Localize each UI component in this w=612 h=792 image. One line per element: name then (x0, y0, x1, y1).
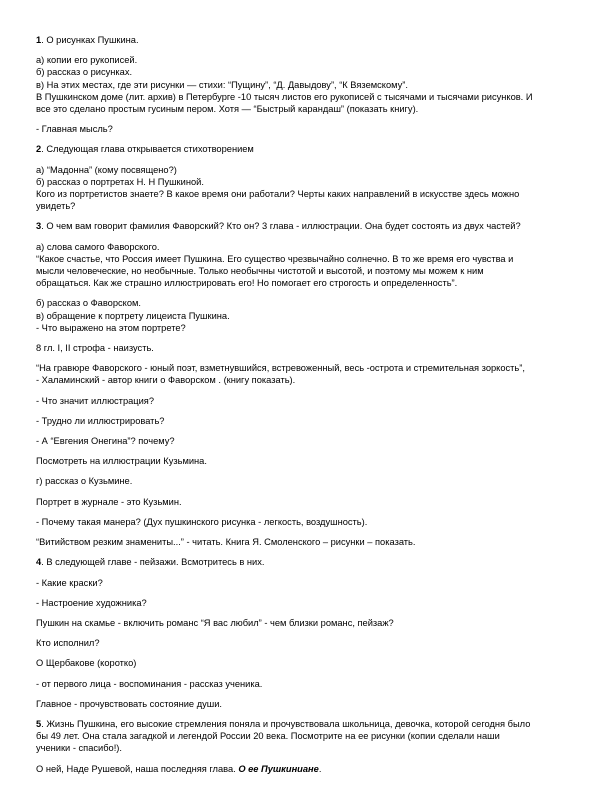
question: - Какие краски? (36, 577, 103, 588)
list-item: б) рассказ о Фаворском. (36, 298, 141, 309)
note: О Щербакове (коротко) (36, 658, 137, 669)
section-3-heading: 3. О чем вам говорит фамилия Фаворский? Кто он? 3 глава - иллюстрации. Она будет состоять из двух частей? (36, 221, 521, 232)
paragraph-line: 5. Жизнь Пушкина, его высокие стремления поняла и прочувствовала школьница, девочка, которой сегодня было (36, 718, 531, 729)
note: Портрет в журнале - это Кузьмин. (36, 496, 182, 507)
list-item: а) слова самого Фаворского. (36, 241, 160, 252)
list-item: а) “Мадонна” (кому посвящено?) (36, 164, 177, 175)
list-item: в) На этих местах, где эти рисунки — стихи: “Пущину”, “Д. Давыдову”, “К Вяземскому”. (36, 79, 408, 90)
list-item: в) обращение к портрету лицеиста Пушкина. (36, 310, 230, 321)
question: - Главная мысль? (36, 124, 113, 135)
paragraph-line: В Пушкинском доме (лит. архив) в Петербурге -10 тысяч листов его рукописей с тысячами и тысячами рисунков. И (36, 91, 533, 102)
note: Главное - прочувствовать состояние души. (36, 698, 222, 709)
quote-line: мысли человеческие, но необычные. Только необычны чистотой и высотой, и поэтому мы можем к ним (36, 266, 484, 277)
paragraph-line: бы 49 лет. Она стала загадкой и легендой России 20 века. Посмотрите на ее рисунки (копии сделали наши (36, 731, 500, 742)
quote-line: - Халаминский - автор книги о Фаворском . (книгу показать). (36, 375, 296, 386)
stanza-note: 8 гл. I, II строфа - наизусть. (36, 343, 154, 354)
instruction: Посмотреть на иллюстрации Кузьмина. (36, 456, 207, 467)
section-5-paragraph (36, 718, 580, 755)
paragraph-line: ученики - спасибо!). (36, 743, 122, 754)
quote-line: “На гравюре Фаворского - юный поэт, взметнувшийся, встревоженный, весь -острота и стремительная зоркость”, (36, 363, 525, 374)
note: - от первого лица - воспоминания - рассказ ученика. (36, 678, 263, 689)
section-number: 1 (36, 35, 42, 45)
question: - Трудно ли иллюстрировать? (36, 415, 165, 426)
section-1-list (36, 54, 580, 115)
question: - Что значит иллюстрация? (36, 395, 155, 406)
quote-line: “Какое счастье, что Россия имеет Пушкина. Его существо чрезвычайно солнечно. В то же время его чувства и (36, 253, 514, 264)
list-item: а) копии его рукописей. (36, 55, 138, 66)
section-number: 5 (36, 718, 42, 729)
favorsky-quote-block (36, 241, 580, 290)
quote-line: обращаться. Как же страшно иллюстрировать его! Но помогает его строгость и определенность”. (36, 278, 458, 289)
section-2-list (36, 164, 580, 213)
section-number: 4 (36, 557, 42, 568)
paragraph-line: все это сделано простым гусиным пером. Хотя — “Быстрый карандаш” (показать книгу). (36, 104, 419, 115)
question: - Настроение художника? (36, 597, 147, 608)
section-number: 3 (36, 221, 42, 232)
instruction: Пушкин на скамье - включить романс “Я вас любил” - чем близки романс, пейзаж? (36, 617, 394, 628)
question: - Что выражено на этом портрете? (36, 322, 186, 333)
closing-line: О ней, Наде Рушевой, наша последняя глава. О ее Пушкиниане. (36, 763, 322, 774)
section-2-heading: 2. Следующая глава открывается стихотворением (36, 144, 254, 155)
pushkiniana-emphasis: О ее Пушкиниане (238, 763, 319, 774)
paragraph-line: увидеть? (36, 201, 76, 212)
section-1-heading: 1. О рисунках Пушкина. (36, 35, 139, 45)
favorsky-list (36, 297, 580, 334)
list-item: б) рассказ о портретах Н. Н Пушкиной. (36, 176, 204, 187)
document-page (36, 34, 580, 783)
list-item: г) рассказ о Кузьмине. (36, 476, 133, 487)
section-number: 2 (36, 144, 42, 155)
question: - А “Евгения Онегина”? почему? (36, 436, 175, 447)
instruction: “Витийством резким знамениты...” - читать. Книга Я. Смоленского – рисунки – показать. (36, 537, 416, 548)
question: Кто исполнил? (36, 638, 100, 649)
paragraph-line: Кого из портретистов знаете? В какое время они работали? Черты каких направлений в искусстве здесь можно (36, 189, 520, 200)
list-item: б) рассказ о рисунках. (36, 67, 133, 78)
section-4-heading: 4. В следующей главе - пейзажи. Всмотритесь в них. (36, 557, 265, 568)
engraving-quote (36, 362, 580, 386)
question: - Почему такая манера? (Дух пушкинского рисунка - легкость, воздушность). (36, 516, 368, 527)
